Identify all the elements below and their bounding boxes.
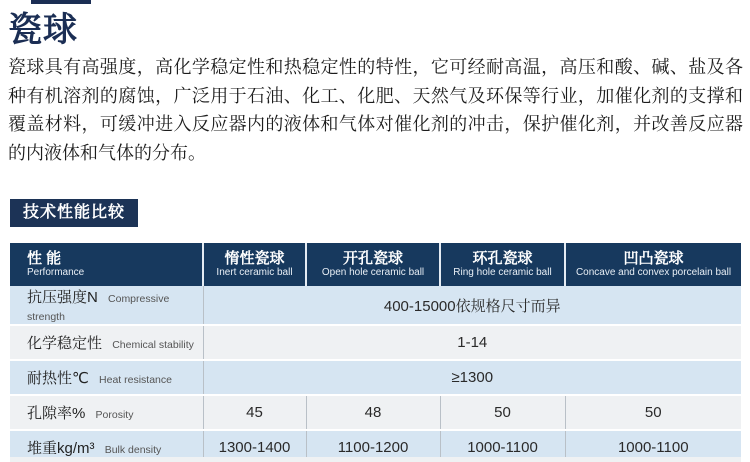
row-label-zh: 化学稳定性 (27, 335, 103, 352)
table-row-chemical-stability (10, 325, 741, 360)
page-title: 瓷球 (8, 11, 78, 49)
column-header-en: Concave and convex porcelain ball (575, 267, 732, 278)
row-label-zh: 耐热性℃ (27, 370, 89, 387)
row-value-cell: 1300-1400 (203, 430, 306, 462)
row-label-cell (10, 395, 203, 430)
row-value-span-cell: ≥1300 (203, 360, 741, 395)
column-header-zh: 环孔瓷球 (472, 250, 533, 267)
column-header-zh: 性 能 (27, 250, 62, 267)
row-value-span-cell: 400-15000依规格尺寸而异 (203, 286, 741, 325)
row-value-cell: 1000-1100 (440, 430, 565, 462)
table-body (10, 286, 741, 462)
row-label-en: Bulk density (104, 444, 162, 456)
row-value-cell: 1100-1200 (306, 430, 440, 462)
column-header-en: Performance (27, 267, 85, 278)
column-header-ring-hole-ceramic-ball (440, 243, 565, 286)
column-header-performance (10, 243, 203, 286)
column-header-zh: 惰性瓷球 (224, 250, 285, 267)
row-label-cell (10, 360, 203, 395)
column-header-en: Open hole ceramic ball (321, 267, 425, 278)
row-value-cell: 48 (306, 395, 440, 430)
row-label-en: Chemical stability (112, 339, 194, 351)
row-value-cell: 50 (565, 395, 741, 430)
column-header-open-hole-ceramic-ball (306, 243, 440, 286)
row-value-span-cell: 1-14 (203, 325, 741, 360)
row-label-cell (10, 286, 203, 325)
intro-paragraph: 瓷球具有高强度，高化学稳定性和热稳定性的特性，它可经耐高温，高压和酸、碱、盐及各种有机溶剂的腐蚀，广泛用于石油、化工、化肥、天然气及环保等行业，加催化剂的支撑和覆盖材料，可缓冲进入反应器内的液体和气体对催化剂的冲击，保护催化剂，并改善反应器的内液体和气体的分布。 (8, 57, 743, 163)
row-label-en: Compressive strength (27, 293, 170, 323)
partial-next-row (10, 457, 741, 462)
row-label-zh: 孔隙率% (27, 405, 86, 422)
row-label-en: Porosity (95, 409, 134, 421)
table-row-heat-resistance (10, 360, 741, 395)
column-header-zh: 凹凸瓷球 (623, 250, 684, 267)
row-label-zh: 堆重kg/m³ (27, 440, 95, 457)
table-header-row (10, 243, 741, 286)
column-header-inert-ceramic-ball (203, 243, 306, 286)
table-header (10, 243, 741, 286)
section-heading-label: 技术性能比较 (23, 204, 126, 221)
column-header-en: Inert ceramic ball (216, 267, 293, 278)
column-header-en: Ring hole ceramic ball (453, 267, 552, 278)
column-header-concave-convex-ball (565, 243, 741, 286)
row-label-en: Heat resistance (99, 374, 172, 386)
row-label-cell (10, 325, 203, 360)
row-value-cell: 1000-1100 (565, 430, 741, 462)
column-header-zh: 开孔瓷球 (342, 250, 403, 267)
table-row-porosity (10, 395, 741, 430)
performance-table (10, 243, 741, 462)
row-value-cell: 50 (440, 395, 565, 430)
table-row-compressive-strength (10, 286, 741, 325)
row-value-cell: 45 (203, 395, 306, 430)
section-heading-badge (10, 199, 138, 227)
row-label-zh: 抗压强度N (27, 289, 98, 306)
